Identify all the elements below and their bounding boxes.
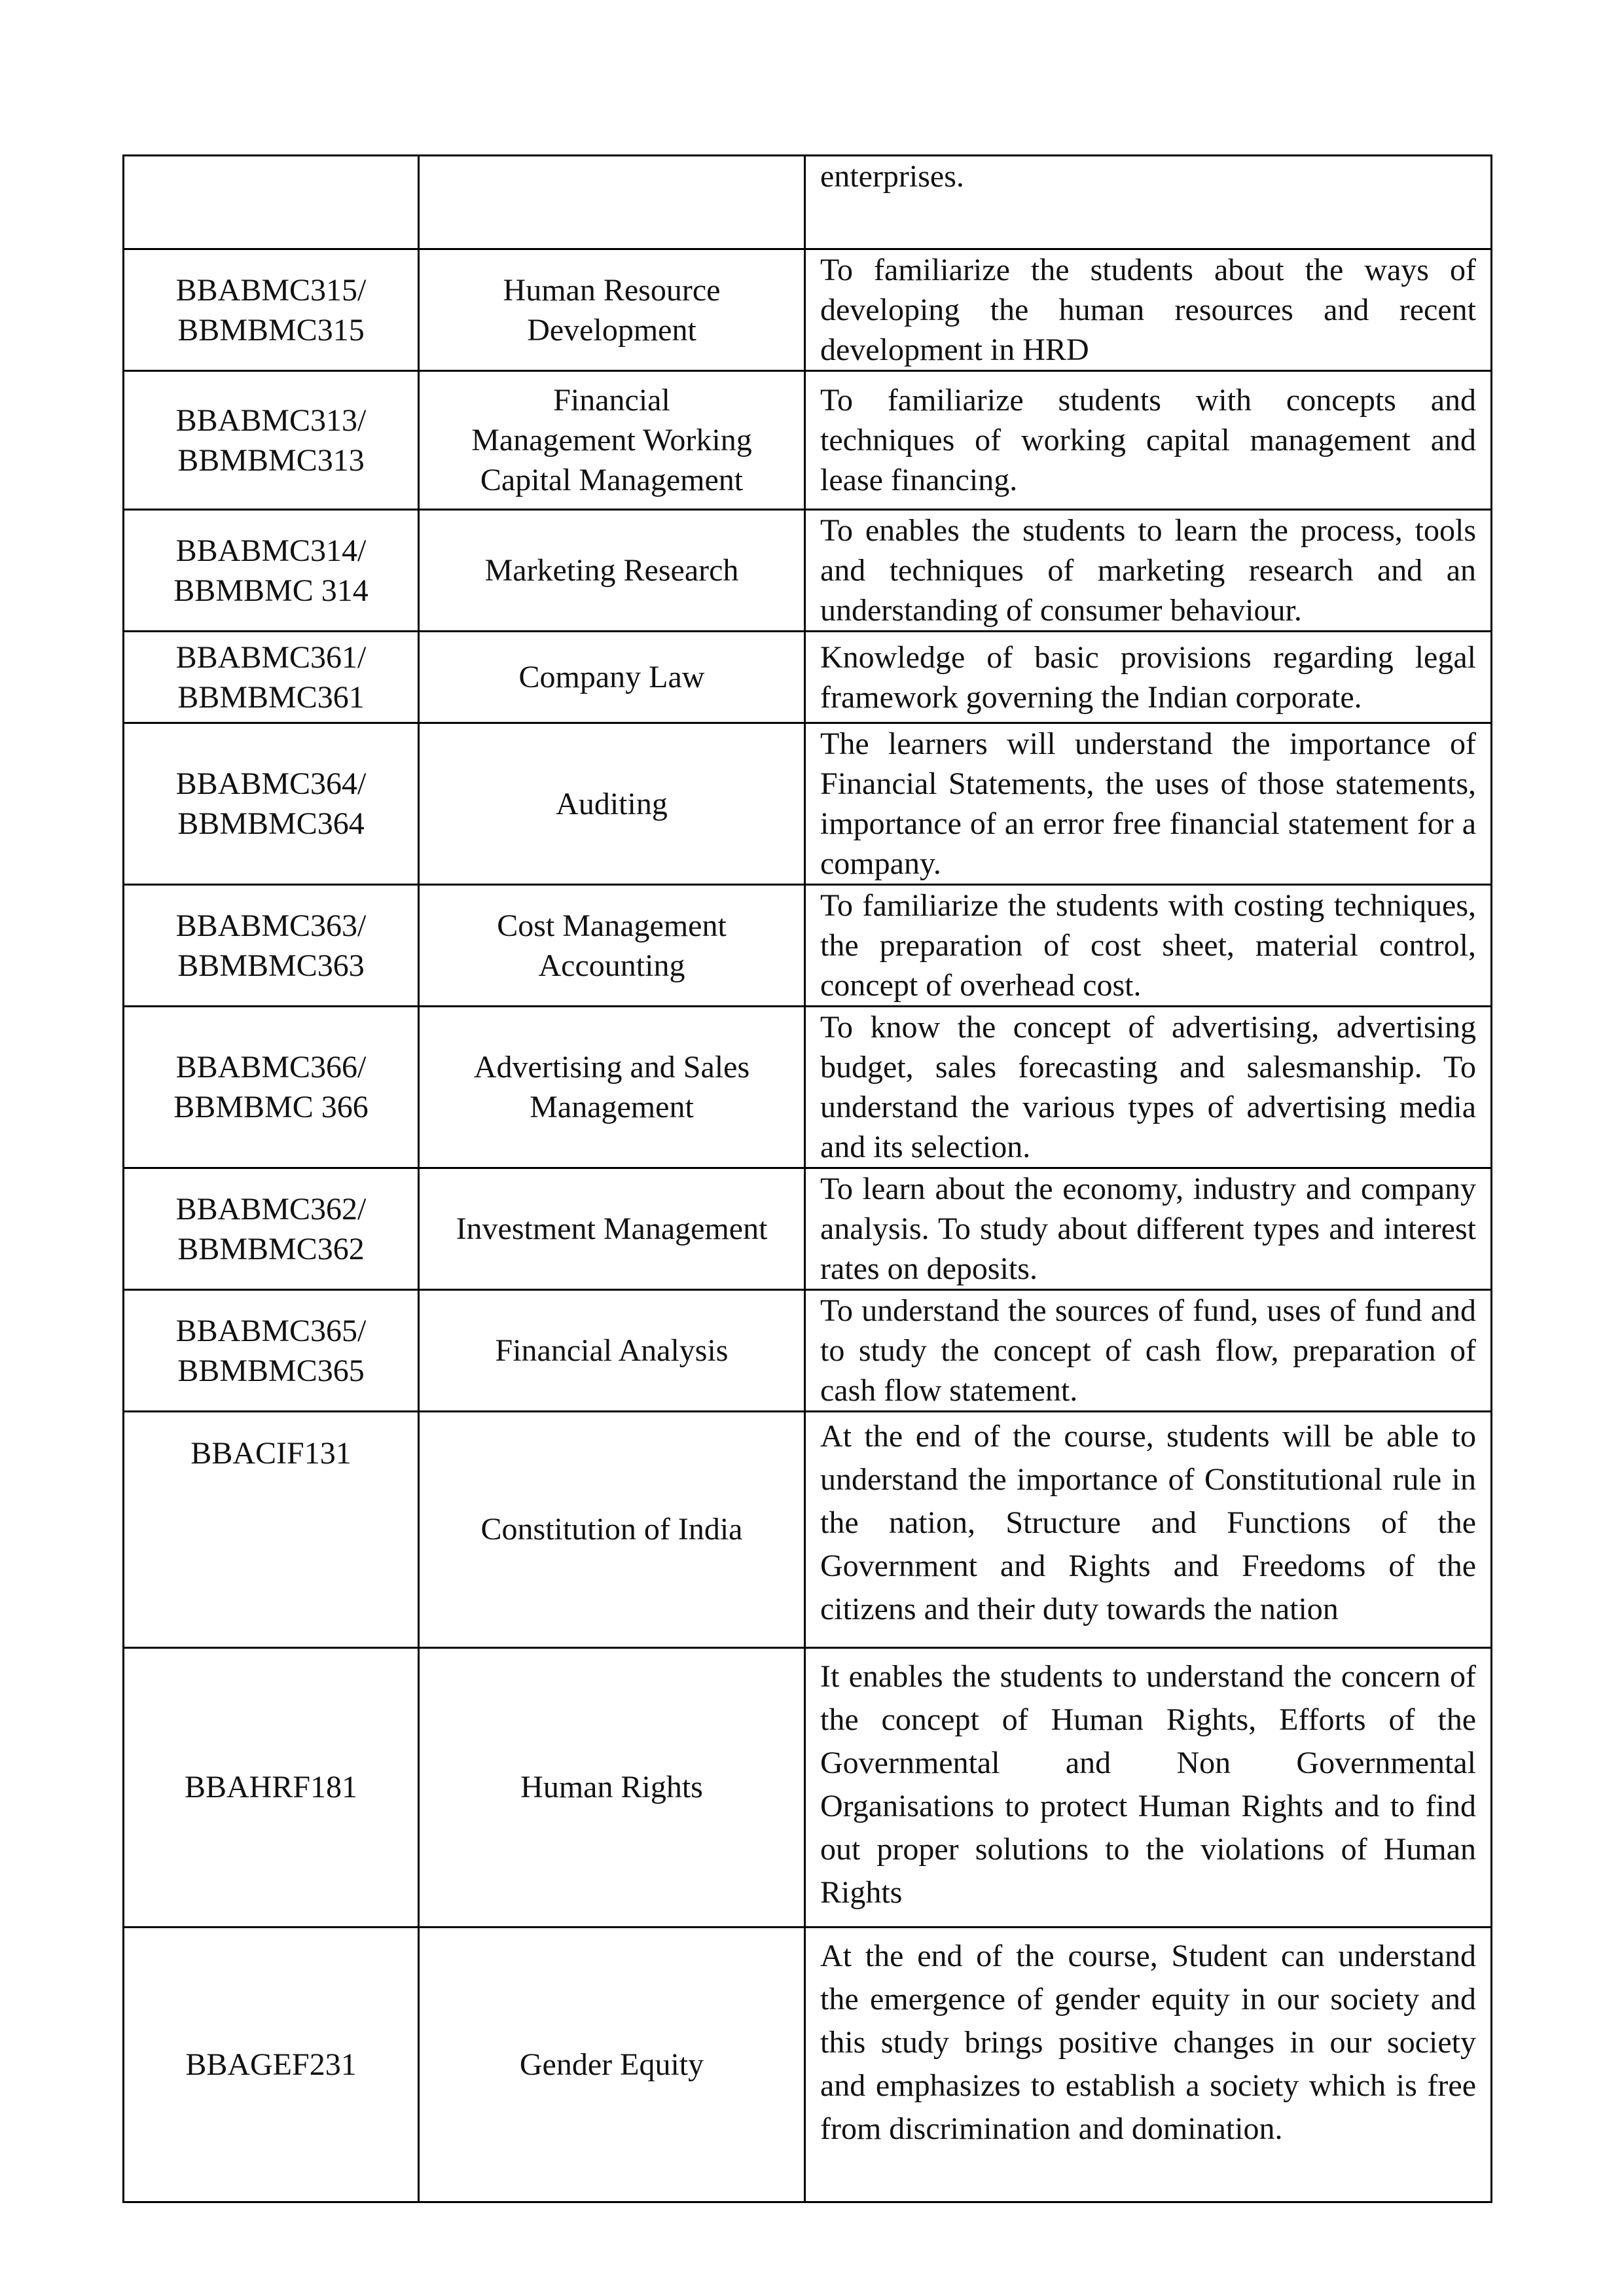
course-code-cell: BBABMC361/ BBMBMC361 [124,632,419,723]
course-description-cell: To know the concept of advertising, advertising budget, sales forecasting and salesmanship. To understand the various types of advertising media and its selection. [805,1007,1492,1168]
course-code-cell: BBABMC366/ BBMBMC 366 [124,1007,419,1168]
course-title-cell: Advertising and Sales Management [419,1007,805,1168]
course-code-cell: BBABMC314/ BBMBMC 314 [124,510,419,632]
course-title-cell: Company Law [419,632,805,723]
course-description-cell: At the end of the course, students will be able to understand the importance of Constitutional rule in the nation, Structure and Functions of the Government and Rights and Freedoms of the citizens and their duty towards the nation [805,1412,1492,1648]
course-code-cell [124,156,419,249]
table-row [124,249,1492,371]
course-description-cell: To learn about the economy, industry and company analysis. To study about different types and interest rates on deposits. [805,1168,1492,1290]
course-title-cell: Human Resource Development [419,249,805,371]
table-row [124,371,1492,510]
table-row [124,1928,1492,2202]
course-title-cell: Marketing Research [419,510,805,632]
course-title-cell: Cost Management Accounting [419,885,805,1007]
course-code-cell: BBABMC363/ BBMBMC363 [124,885,419,1007]
table-row [124,885,1492,1007]
course-table [122,154,1492,2203]
course-description-cell: Knowledge of basic provisions regarding legal framework governing the Indian corporate. [805,632,1492,723]
course-code-cell: BBABMC364/ BBMBMC364 [124,723,419,885]
table-row [124,1290,1492,1412]
table-row [124,723,1492,885]
course-description-cell: At the end of the course, Student can understand the emergence of gender equity in our society and this study brings positive changes in our society and emphasizes to establish a society which is free from discrimination and domination. [805,1928,1492,2202]
course-title-cell: Constitution of India [419,1412,805,1648]
course-code-cell: BBABMC362/ BBMBMC362 [124,1168,419,1290]
course-title-cell: Auditing [419,723,805,885]
course-title-cell: Gender Equity [419,1928,805,2202]
table-row [124,1168,1492,1290]
course-description-cell: It enables the students to understand the concern of the concept of Human Rights, Efforts of the Governmental and Non Governmental Organisations to protect Human Rights and to find out proper solutions to the violations of Human Rights [805,1648,1492,1928]
course-code-cell: BBABMC313/ BBMBMC313 [124,371,419,510]
table-row [124,1648,1492,1928]
course-description-cell: The learners will understand the importance of Financial Statements, the uses of those statements, importance of an error free financial statement for a company. [805,723,1492,885]
course-code-cell: BBABMC315/ BBMBMC315 [124,249,419,371]
course-title-cell: Financial Analysis [419,1290,805,1412]
course-description-cell: enterprises. [805,156,1492,249]
table-row [124,510,1492,632]
course-description-cell: To familiarize the students with costing techniques, the preparation of cost sheet, material control, concept of overhead cost. [805,885,1492,1007]
course-title-cell [419,156,805,249]
table-row [124,156,1492,249]
table-row [124,1007,1492,1168]
course-title-cell: Financial Management Working Capital Management [419,371,805,510]
table-row [124,1412,1492,1648]
course-description-cell: To familiarize the students about the ways of developing the human resources and recent development in HRD [805,249,1492,371]
course-code-cell: BBAHRF181 [124,1648,419,1928]
course-description-cell: To enables the students to learn the process, tools and techniques of marketing research and an understanding of consumer behaviour. [805,510,1492,632]
course-title-cell: Investment Management [419,1168,805,1290]
course-code-cell: BBABMC365/ BBMBMC365 [124,1290,419,1412]
course-description-cell: To understand the sources of fund, uses of fund and to study the concept of cash flow, preparation of cash flow statement. [805,1290,1492,1412]
course-description-cell: To familiarize students with concepts and techniques of working capital management and lease financing. [805,371,1492,510]
table-row [124,632,1492,723]
course-code-cell: BBACIF131 [124,1412,419,1648]
course-code-cell: BBAGEF231 [124,1928,419,2202]
course-title-cell: Human Rights [419,1648,805,1928]
